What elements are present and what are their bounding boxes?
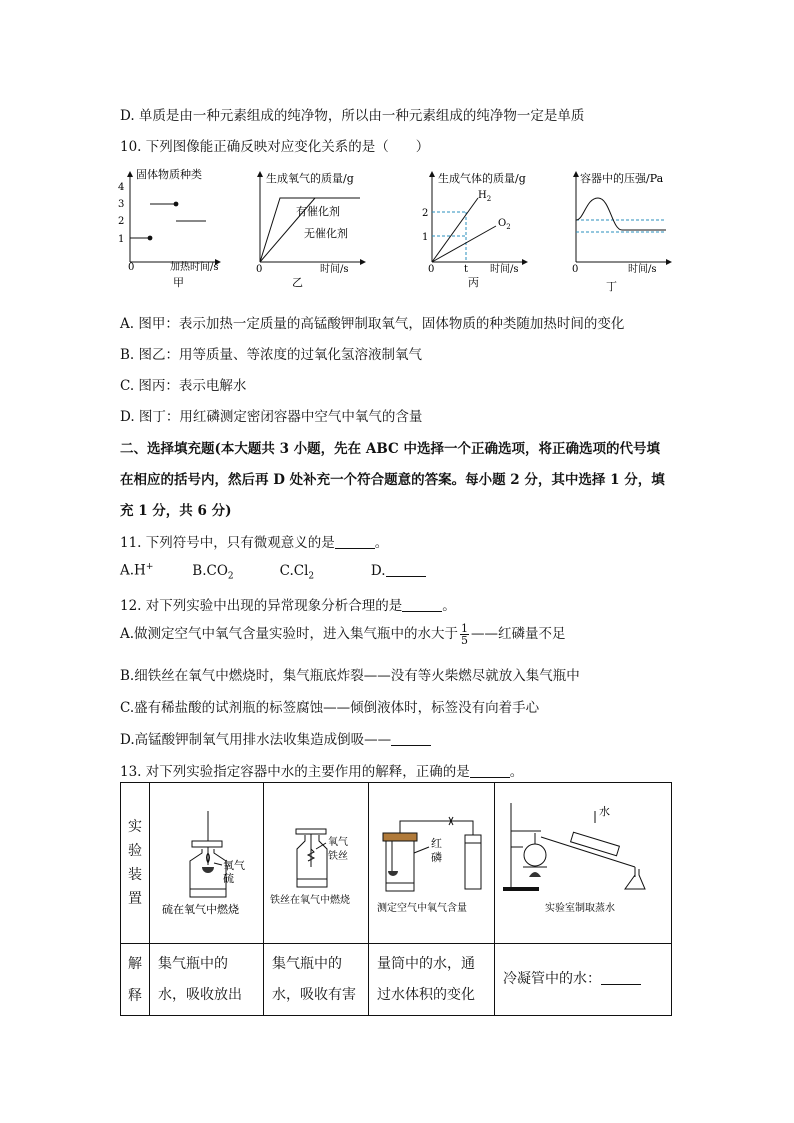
q11-b: $B.CO_2$ [192,562,234,582]
svg-text:硫: 硫 [223,872,234,885]
yi-caption: 乙 [292,276,303,289]
q11-options [120,562,426,581]
yi-label-no-catalyst: 无催化剂 [304,227,348,240]
q12-option-b: B.细铁丝在氧气中燃烧时，集气瓶底炸裂——没有等火柴燃尽就放入集气瓶中 [120,668,580,684]
svg-text:氧气: 氧气 [328,837,348,848]
bing-tick-2: 2 [422,208,429,219]
exp1-diagram [150,783,263,939]
q13-blank[interactable] [470,765,510,778]
q10-option-b: B. 图乙：用等质量、等浓度的过氧化氢溶液制氧气 [120,347,423,363]
q11-stem: 11. 下列符号中，只有微观意义的是 。 [120,535,389,551]
jia-tick-3: 3 [118,199,125,210]
section2-line2: 在相应的括号内，然后再 D 处补充一个符合题意的答案。每小题 2 分，其中选择 1 分，填 [120,472,665,488]
graph-jia [118,167,220,289]
q12-option-a: A.做测定空气中氧气含量实验时，进入集气瓶中的水大于 $\frac{1}{5}$ ——红磷量不足 [120,622,566,647]
row-label-explain: 解 释 [121,944,150,1016]
exp3-diagram [369,783,494,939]
bing-line-h2 [432,198,478,262]
svg-text:氧气: 氧气 [223,859,245,872]
q10-option-d: D. 图丁：用红磷测定密闭容器中空气中氧气的含量 [120,409,423,425]
bing-origin: 0 [428,264,435,275]
svg-text:红: 红 [431,837,442,850]
bing-ylabel: 生成气体的质量/g [438,172,526,185]
ding-origin: 0 [572,264,579,275]
q12-stem: 12. 对下列实验中出现的异常现象分析合理的是 。 [120,598,456,614]
exp3-explanation: 量筒中的水，通 过水体积的变化 [369,944,495,1016]
q10-stem: 10. 下列图像能正确反映对应变化关系的是（ ） [120,139,430,155]
jia-point-1 [148,236,153,241]
bing-tick-1: 1 [422,232,429,243]
jia-tick-1: 1 [118,234,125,245]
q11-c: $C.Cl_2$ [279,562,315,582]
svg-text:磷: 磷 [431,851,442,864]
ding-ylabel: 容器中的压强/Pa [580,172,664,185]
jia-ylabel: 固体物质种类 [136,168,202,181]
exp4-explanation: 冷凝管中的水： [495,944,672,1016]
ding-caption: 丁 [606,280,617,293]
exp2-explanation: 集气瓶中的 水，吸收有害 [264,944,369,1016]
yi-ylabel: 生成氧气的质量/g [266,172,354,185]
jia-tick-2: 2 [118,216,125,227]
jia-caption: 甲 [173,276,184,289]
q12-option-d: D.高锰酸钾制氧气用排水法收集造成倒吸—— [120,728,431,748]
q11-d: D. [371,563,426,579]
graph-yi [256,171,365,289]
q12-blank[interactable] [402,599,442,612]
exp1-cell [150,783,264,944]
q9-option-d: D. 单质是由一种元素组成的纯净物，所以由一种元素组成的纯净物一定是单质 [120,108,585,124]
ding-pressure-curve [576,198,666,230]
jia-xlabel: 加热时间/s [170,262,219,273]
exp2-diagram [264,783,368,939]
exp1-caption: 硫在氧气中燃烧 [162,903,239,916]
q11-blank[interactable] [335,536,375,549]
fraction-one-fifth: $\frac{1}{5}$ [461,622,469,647]
bing-t-label: t [464,264,469,275]
yi-origin: 0 [256,264,263,275]
svg-text:铁丝: 铁丝 [328,851,348,862]
jia-point-3 [174,202,179,207]
q11-d-blank[interactable] [386,564,426,577]
exp3-cell [369,783,495,944]
exp4-diagram [495,783,671,939]
bing-xlabel: 时间/s [490,264,519,275]
exp4-cell [495,783,672,944]
bing-o2-label: $O_2$ [498,218,511,231]
bing-caption: 丙 [468,276,479,289]
q11-a: A.H+ [120,562,154,579]
jia-origin: 0 [128,262,135,273]
exp4-blank[interactable] [601,972,641,985]
exp2-cell [264,783,369,944]
section2-line1: 二、选择填充题(本大题共 3 小题，先在 ABC 中选择一个正确选项，将正确选项的代号填 [120,441,660,457]
q12-d-blank[interactable] [391,733,431,746]
yi-xlabel: 时间/s [320,264,349,275]
q10-graphs [110,160,690,300]
svg-text:水: 水 [599,805,610,818]
exp3-caption: 测定空气中氧气含量 [377,903,467,914]
jia-tick-4: 4 [118,182,125,193]
yi-label-catalyst: 有催化剂 [296,205,340,218]
graph-bing [422,171,527,289]
section2-line3: 充 1 分，共 6 分) [120,503,232,519]
q10-option-a: A. 图甲：表示加热一定质量的高锰酸钾制取氧气，固体物质的种类随加热时间的变化 [120,316,625,332]
q13-stem: 13. 对下列实验指定容器中水的主要作用的解释，正确的是 。 [120,764,524,780]
row-label-setup: 实 验 装 置 [121,783,150,944]
ding-xlabel: 时间/s [628,264,657,275]
q12-option-c: C.盛有稀盐酸的试剂瓶的标签腐蚀——倾倒液体时，标签没有向着手心 [120,700,540,716]
exp4-caption: 实验室制取蒸水 [545,903,615,914]
exp2-caption: 铁丝在氧气中燃烧 [270,895,350,906]
bing-line-o2 [432,226,496,262]
q13-table [120,782,672,1016]
q10-option-c: C. 图丙：表示电解水 [120,378,247,394]
graph-ding [572,171,671,293]
bing-h2-label: $H_2$ [478,190,492,203]
exp1-explanation: 集气瓶中的 水，吸收放出 [150,944,264,1016]
